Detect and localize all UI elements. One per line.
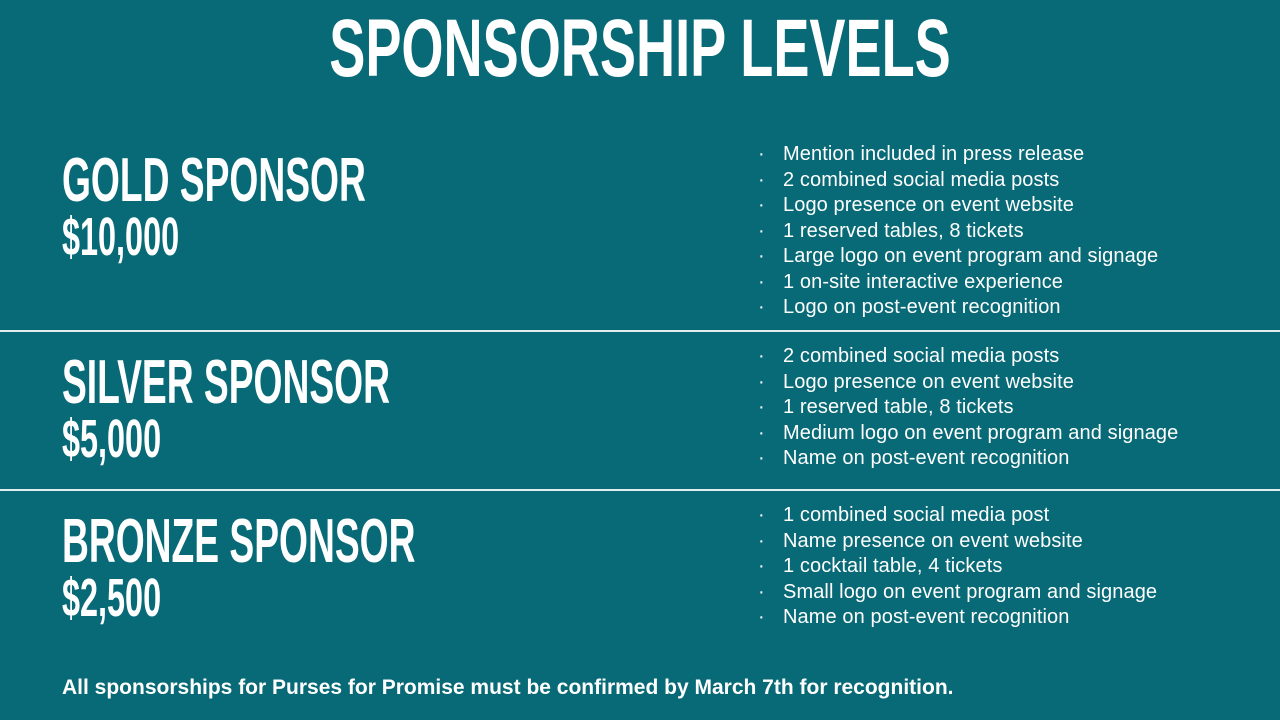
benefit-text: Medium logo on event program and signage <box>783 421 1179 444</box>
sponsor-tier-section <box>0 130 1280 330</box>
benefit-text: Small logo on event program and signage <box>783 580 1158 603</box>
bullet-icon: · <box>758 370 765 393</box>
bullet-icon: · <box>758 606 765 628</box>
benefit-text: Name presence on event website <box>783 529 1083 552</box>
tier-price: $2,500 <box>62 568 162 628</box>
benefit-text: Logo on post-event recognition <box>783 296 1061 318</box>
sponsor-tier-section <box>0 330 1280 491</box>
benefit-item <box>748 168 1268 194</box>
benefit-text: 2 combined social media posts <box>783 168 1060 191</box>
benefit-item <box>748 605 1268 631</box>
tier-benefits-list <box>748 142 1268 321</box>
tier-price: $5,000 <box>62 409 162 469</box>
bullet-icon: · <box>758 296 765 318</box>
tier-heading-block <box>62 146 568 267</box>
benefit-text: Logo presence on event website <box>783 194 1074 216</box>
benefit-item <box>748 193 1268 219</box>
bullet-icon: · <box>758 194 765 216</box>
sponsor-tier-section <box>0 489 1280 650</box>
footer-note: All sponsorships for Purses for Promise must be confirmed by March 7th for recognition. <box>62 676 954 699</box>
tier-price: $10,000 <box>62 207 180 267</box>
benefit-item <box>748 344 1268 370</box>
benefit-text: Name on post-event recognition <box>783 447 1070 469</box>
tier-heading-block <box>62 348 609 469</box>
benefit-text: 2 combined social media posts <box>783 345 1060 367</box>
benefit-item <box>748 270 1268 296</box>
benefit-text: 1 reserved table, 8 tickets <box>783 396 1014 418</box>
bullet-icon: · <box>758 270 765 293</box>
bullet-icon: · <box>758 504 765 526</box>
benefit-text: 1 combined social media post <box>783 504 1050 526</box>
benefit-text: Mention included in press release <box>783 143 1085 165</box>
bullet-icon: · <box>758 447 765 469</box>
bullet-icon: · <box>758 345 765 367</box>
benefit-item <box>748 421 1268 447</box>
tier-name: BRONZE SPONSOR <box>62 507 416 576</box>
tier-heading-block <box>62 507 651 628</box>
benefit-item <box>748 580 1268 606</box>
tier-benefits-list <box>748 503 1268 631</box>
benefit-text: Name on post-event recognition <box>783 606 1070 628</box>
bullet-icon: · <box>758 396 765 418</box>
benefit-item <box>748 529 1268 555</box>
benefit-item <box>748 244 1268 270</box>
benefit-item <box>748 554 1268 580</box>
benefit-text: Logo presence on event website <box>783 370 1074 393</box>
bullet-icon: · <box>758 168 765 191</box>
tier-name: GOLD SPONSOR <box>62 146 366 215</box>
benefit-item <box>748 219 1268 245</box>
benefit-item <box>748 370 1268 396</box>
benefit-item <box>748 395 1268 421</box>
benefit-text: 1 on-site interactive experience <box>783 270 1064 293</box>
page-title: SPONSORSHIP LEVELS <box>329 3 951 94</box>
benefit-item <box>748 446 1268 472</box>
bullet-icon: · <box>758 421 765 444</box>
benefit-text: 1 reserved tables, 8 tickets <box>783 219 1024 242</box>
benefit-text: Large logo on event program and signage <box>783 245 1159 267</box>
bullet-icon: · <box>758 555 765 577</box>
bullet-icon: · <box>758 143 765 165</box>
tier-name: SILVER SPONSOR <box>62 348 390 417</box>
bullet-icon: · <box>758 219 765 242</box>
bullet-icon: · <box>758 245 765 267</box>
benefit-item <box>748 295 1268 321</box>
tier-benefits-list <box>748 344 1268 472</box>
bullet-icon: · <box>758 580 765 603</box>
benefit-item <box>748 142 1268 168</box>
benefit-item <box>748 503 1268 529</box>
benefit-text: 1 cocktail table, 4 tickets <box>783 555 1003 577</box>
bullet-icon: · <box>758 529 765 552</box>
